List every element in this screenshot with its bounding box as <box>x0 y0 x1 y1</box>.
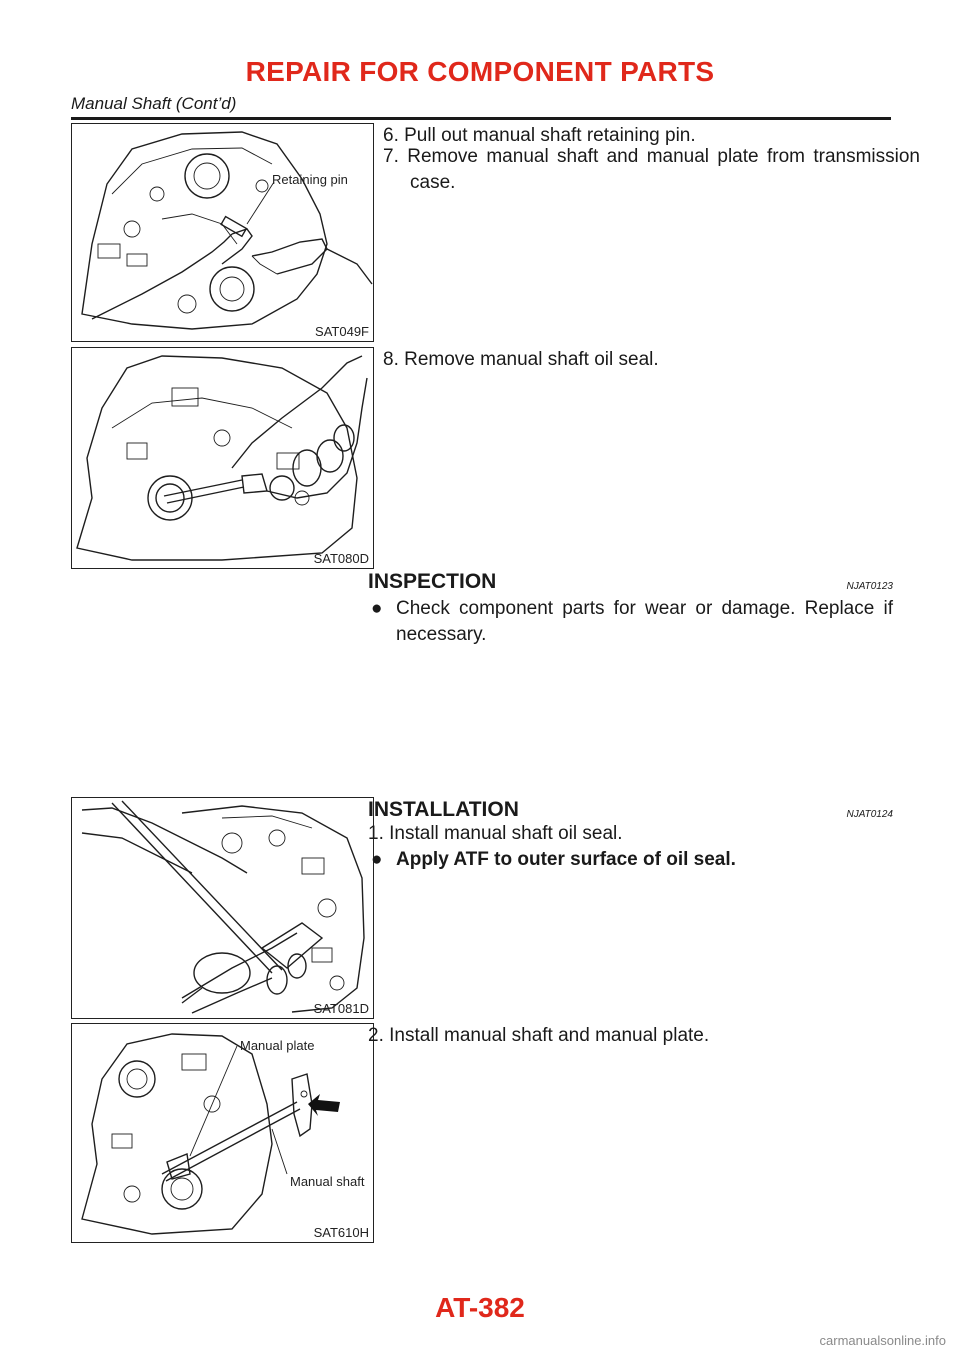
inspection-title: INSPECTION <box>368 570 497 593</box>
bullet-icon: ● <box>371 849 383 870</box>
figure-retaining-pin <box>71 123 374 342</box>
arrow-icon <box>308 1094 340 1116</box>
inspection-code: NJAT0123 <box>846 581 893 592</box>
header-rule <box>71 117 891 120</box>
install-note <box>368 847 893 873</box>
figure-install-oil-seal <box>71 797 374 1019</box>
install-note-text: Apply ATF to outer surface of oil seal. <box>396 849 736 870</box>
callout-manual-plate: Manual plate <box>240 1038 315 1053</box>
bullet-icon: ● <box>371 598 383 619</box>
inspection-bullet-text: Check component parts for wear or damage. Replace if necessary. <box>396 598 893 645</box>
figure-remove-oil-seal-drawing <box>72 348 374 569</box>
figure-code: SAT081D <box>313 1001 369 1016</box>
installation-code: NJAT0124 <box>846 809 893 820</box>
figure-retaining-pin-drawing <box>72 124 374 342</box>
inspection-bullet <box>368 596 893 648</box>
figure-code: SAT049F <box>315 324 369 339</box>
installation-heading <box>368 798 893 822</box>
page-title: REPAIR FOR COMPONENT PARTS <box>245 56 715 87</box>
figure-code: SAT080D <box>313 551 369 566</box>
install-step-1: 1. Install manual shaft oil seal. <box>368 823 623 844</box>
page-number: AT-382 <box>435 1292 525 1323</box>
step-8: 8. Remove manual shaft oil seal. <box>383 349 659 370</box>
page-subtitle: Manual Shaft (Cont’d) <box>71 94 237 113</box>
watermark: carmanualsonline.info <box>819 1333 946 1348</box>
step-6: 6. Pull out manual shaft retaining pin. <box>383 125 696 146</box>
callout-retaining-pin: Retaining pin <box>272 172 348 187</box>
installation-title: INSTALLATION <box>368 798 519 821</box>
step-7: 7. Remove manual shaft and manual plate from transmission case. <box>383 146 920 193</box>
figure-install-manual-shaft-drawing <box>72 1024 374 1243</box>
figure-remove-oil-seal <box>71 347 374 569</box>
install-step-2: 2. Install manual shaft and manual plate. <box>368 1025 710 1046</box>
callout-manual-shaft: Manual shaft <box>290 1174 365 1189</box>
figure-install-manual-shaft <box>71 1023 374 1243</box>
figure-install-oil-seal-drawing <box>72 798 374 1019</box>
figure-code: SAT610H <box>313 1225 369 1240</box>
inspection-heading <box>368 570 893 594</box>
